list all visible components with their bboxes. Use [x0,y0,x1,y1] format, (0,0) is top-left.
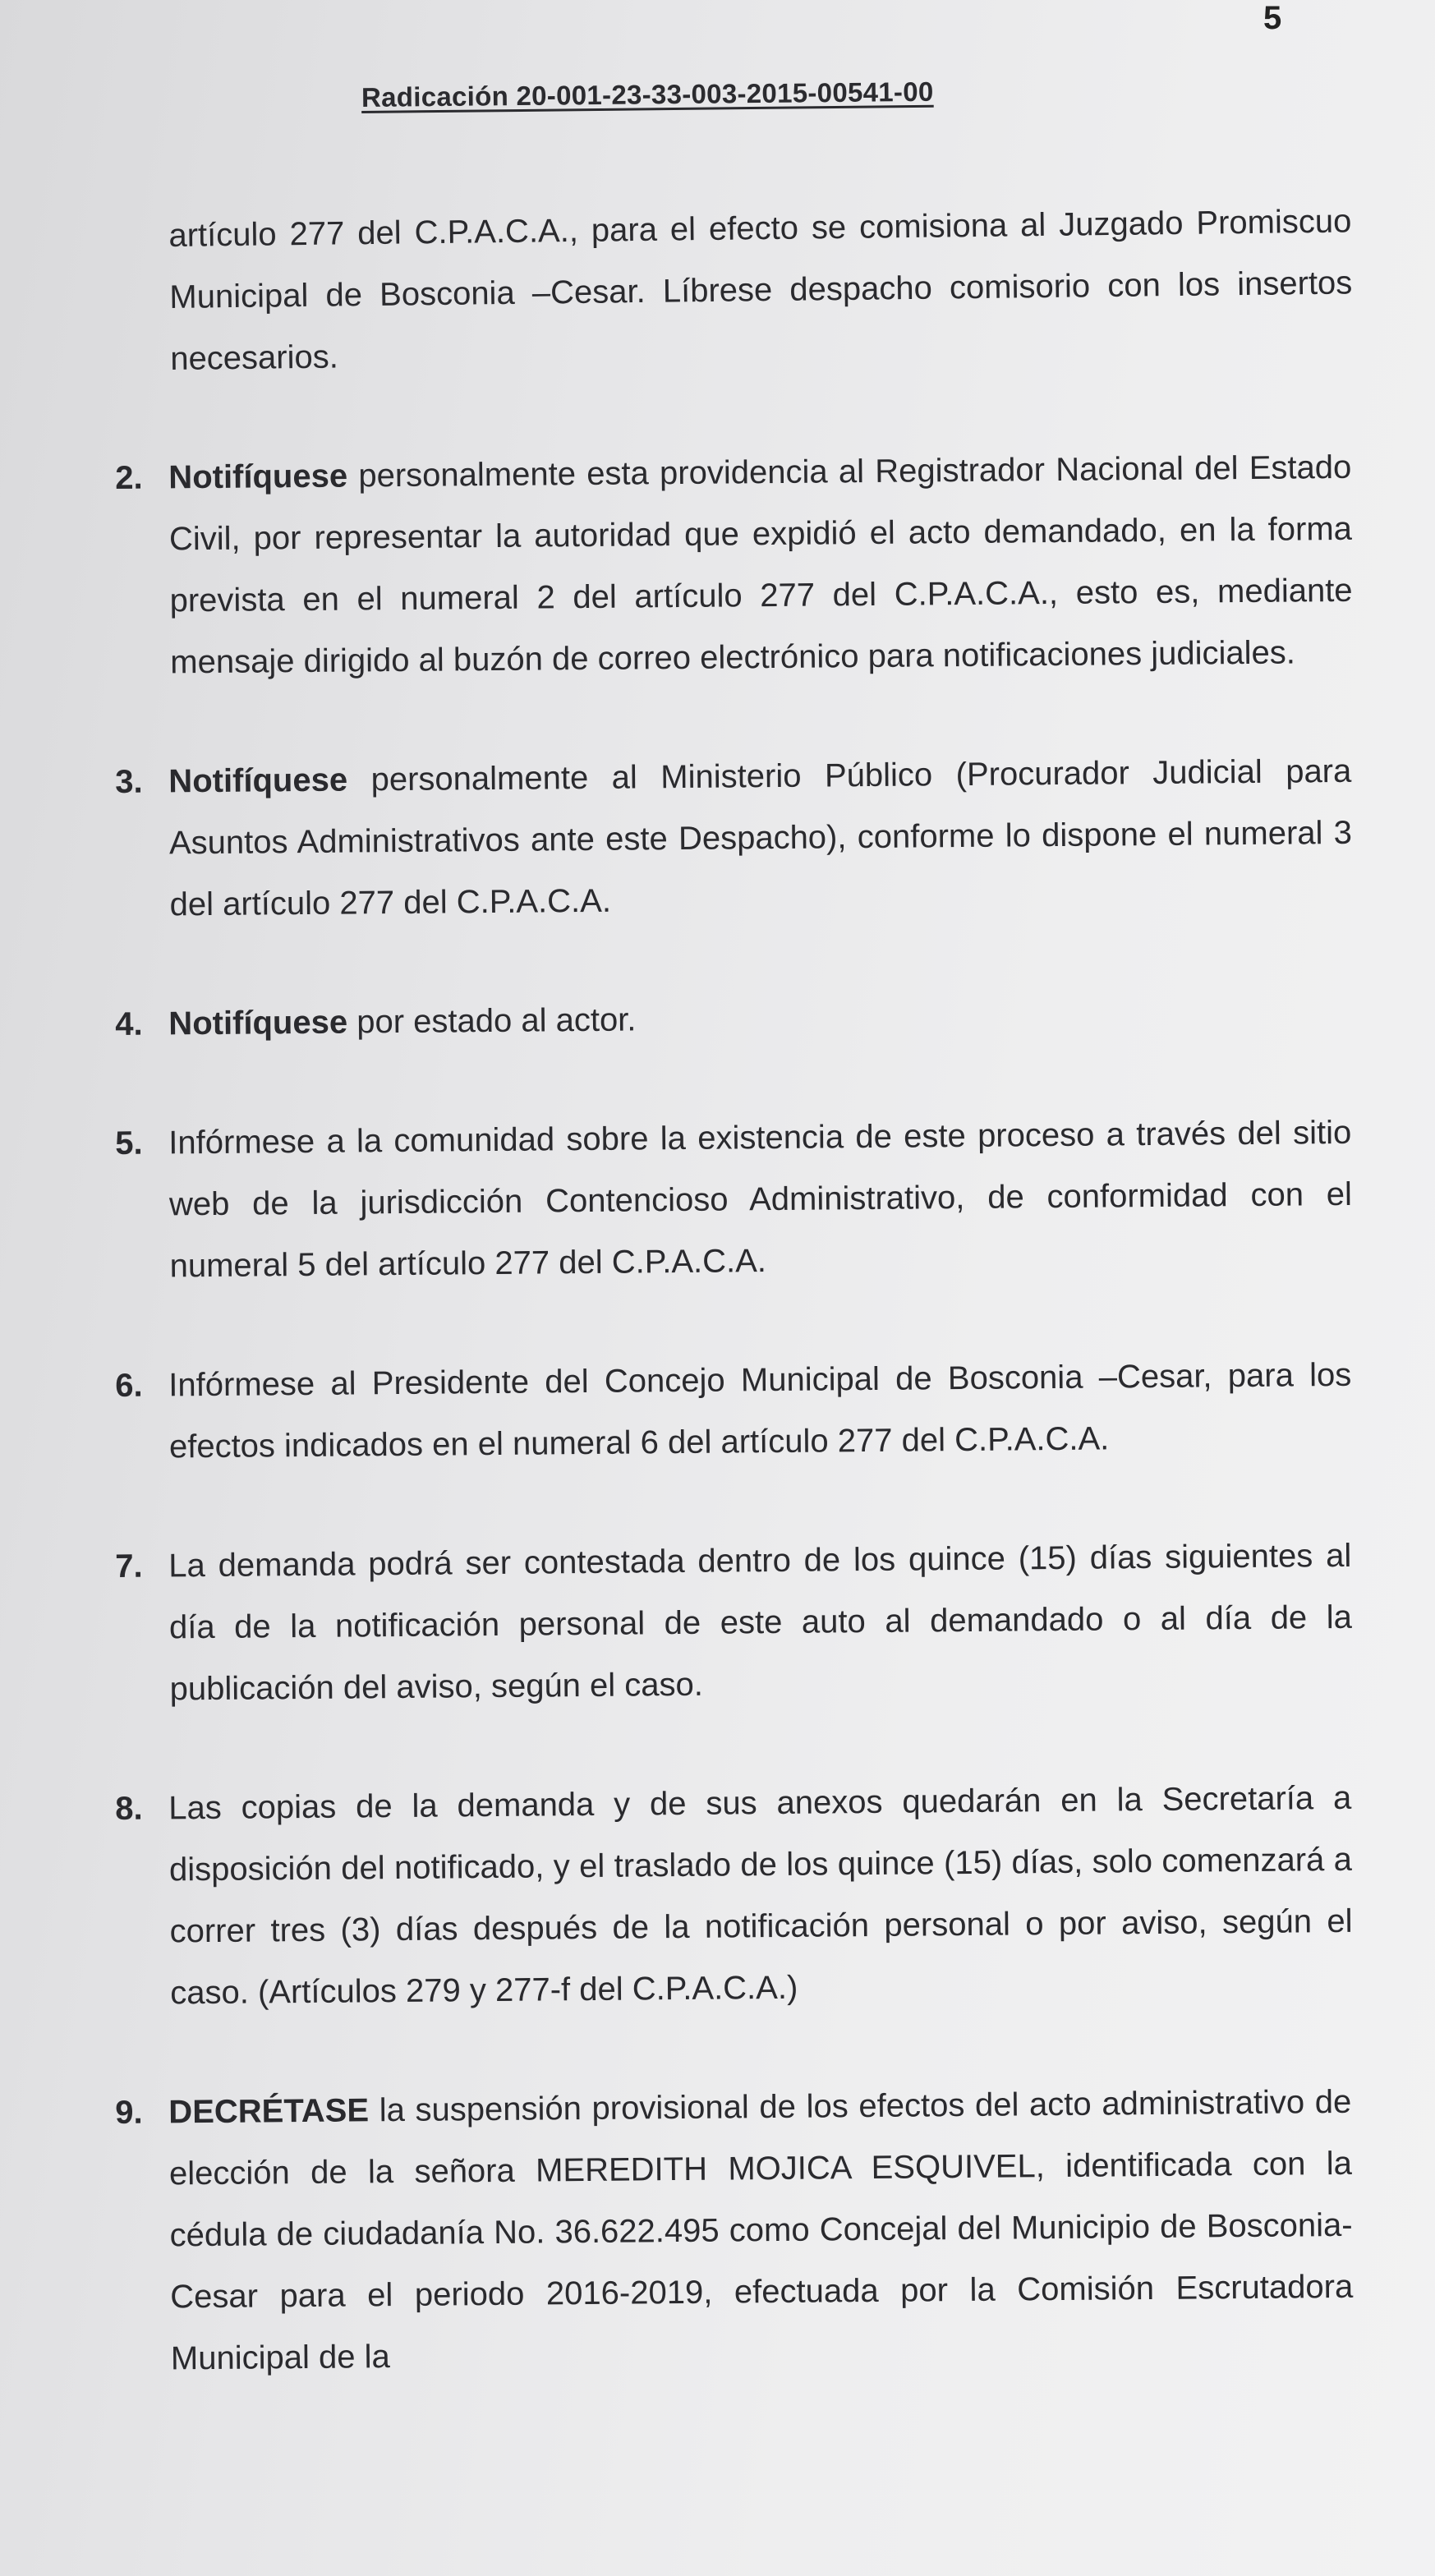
item-number: 3. [115,763,143,800]
item-text [168,2072,1354,2390]
item-text [168,437,1354,694]
item-number: 7. [115,1548,143,1585]
item-number: 2. [115,459,143,496]
list-item-4 [115,983,1352,1056]
item-lead: DECRÉTASE [168,2092,370,2131]
item-text [168,1525,1353,1721]
item-number: 5. [115,1125,143,1162]
document-body [115,203,1354,2448]
item-number: 9. [115,2094,143,2131]
item-body: por estado al actor. [347,1001,637,1041]
list-item-6 [115,1345,1352,1479]
item-text [168,1768,1354,2025]
list-item-5 [115,1102,1353,1298]
list-item-9 [115,2072,1354,2390]
page-number: 5 [1263,0,1282,36]
item-body: personalmente esta providencia al Registrador Nacional del Estado Civil, por representar la autoridad que expidió el acto demandado, en la forma prevista en el numeral 2 del artículo 277 del C.P.A.C.A., esto es, mediante mensaje dirigido al buzón de correo electrónico para notificaciones judiciales. [168,448,1353,681]
list-item-7 [115,1525,1353,1721]
item-body: Infórmese a la comunidad sobre la existencia de este proceso a través del sitio web de la jurisdicción Contencioso Administrativo, de conformidad con el numeral 5 del artículo 277 del C.P.A.C.A. [168,1114,1353,1285]
item-body: personalmente al Ministerio Público (Procurador Judicial para Asuntos Administrativos ante este Despacho), conforme lo dispone el numeral 3 del artículo 277 del C.P.A.C.A. [168,752,1353,923]
radicacion-header: Radicación 20-001-23-33-003-2015-00541-00 [361,76,934,113]
item-body: la suspensión provisional de los efectos del acto administrativo de elección de la señora MEREDITH MOJICA ESQUIVEL, identificada con la cédula de ciudadanía No. 36.622.495 como Concejal del Municipio de Bosconia-Cesar para el periodo 2016-2019, efectuada por la Comisión Escrutadora Municipal de la [168,2083,1354,2377]
item-text [168,1345,1352,1479]
item-lead: Notifíquese [168,1004,348,1042]
list-item-3 [115,741,1353,936]
item-body: Las copias de la demanda y de sus anexos quedarán en la Secretaría a disposición del notificado, y el traslado de los quince (15) días, solo comenzará a correr tres (3) días después de la notificación personal o por aviso, según el caso. (Artículos 279 y 277-f del C.P.A.C.A.) [168,1779,1353,2012]
item-body: Infórmese al Presidente del Concejo Municipal de Bosconia –Cesar, para los efectos indicados en el numeral 6 del artículo 277 del C.P.A.C.A. [168,1356,1352,1465]
item-lead: Notifíquese [168,761,348,800]
item-number: 4. [115,1005,143,1042]
item-body: La demanda podrá ser contestada dentro de los quince (15) días siguientes al día de la notificación personal de este auto al demandado o al día de la publicación del aviso, según el caso. [168,1537,1353,1708]
item-text [168,1102,1353,1298]
list-item-2 [115,437,1354,694]
item-text [168,983,1352,1056]
item-text [168,741,1353,936]
item-lead: Notifíquese [168,458,348,496]
list-item-8 [115,1768,1354,2025]
item-number: 8. [115,1790,143,1827]
intro-paragraph: artículo 277 del C.P.A.C.A., para el efecto se comisiona al Juzgado Promiscuo Municipal de Bosconia –Cesar. Líbrese despacho comisorio con los insertos necesarios. [168,203,1353,377]
item-number: 6. [115,1367,143,1404]
